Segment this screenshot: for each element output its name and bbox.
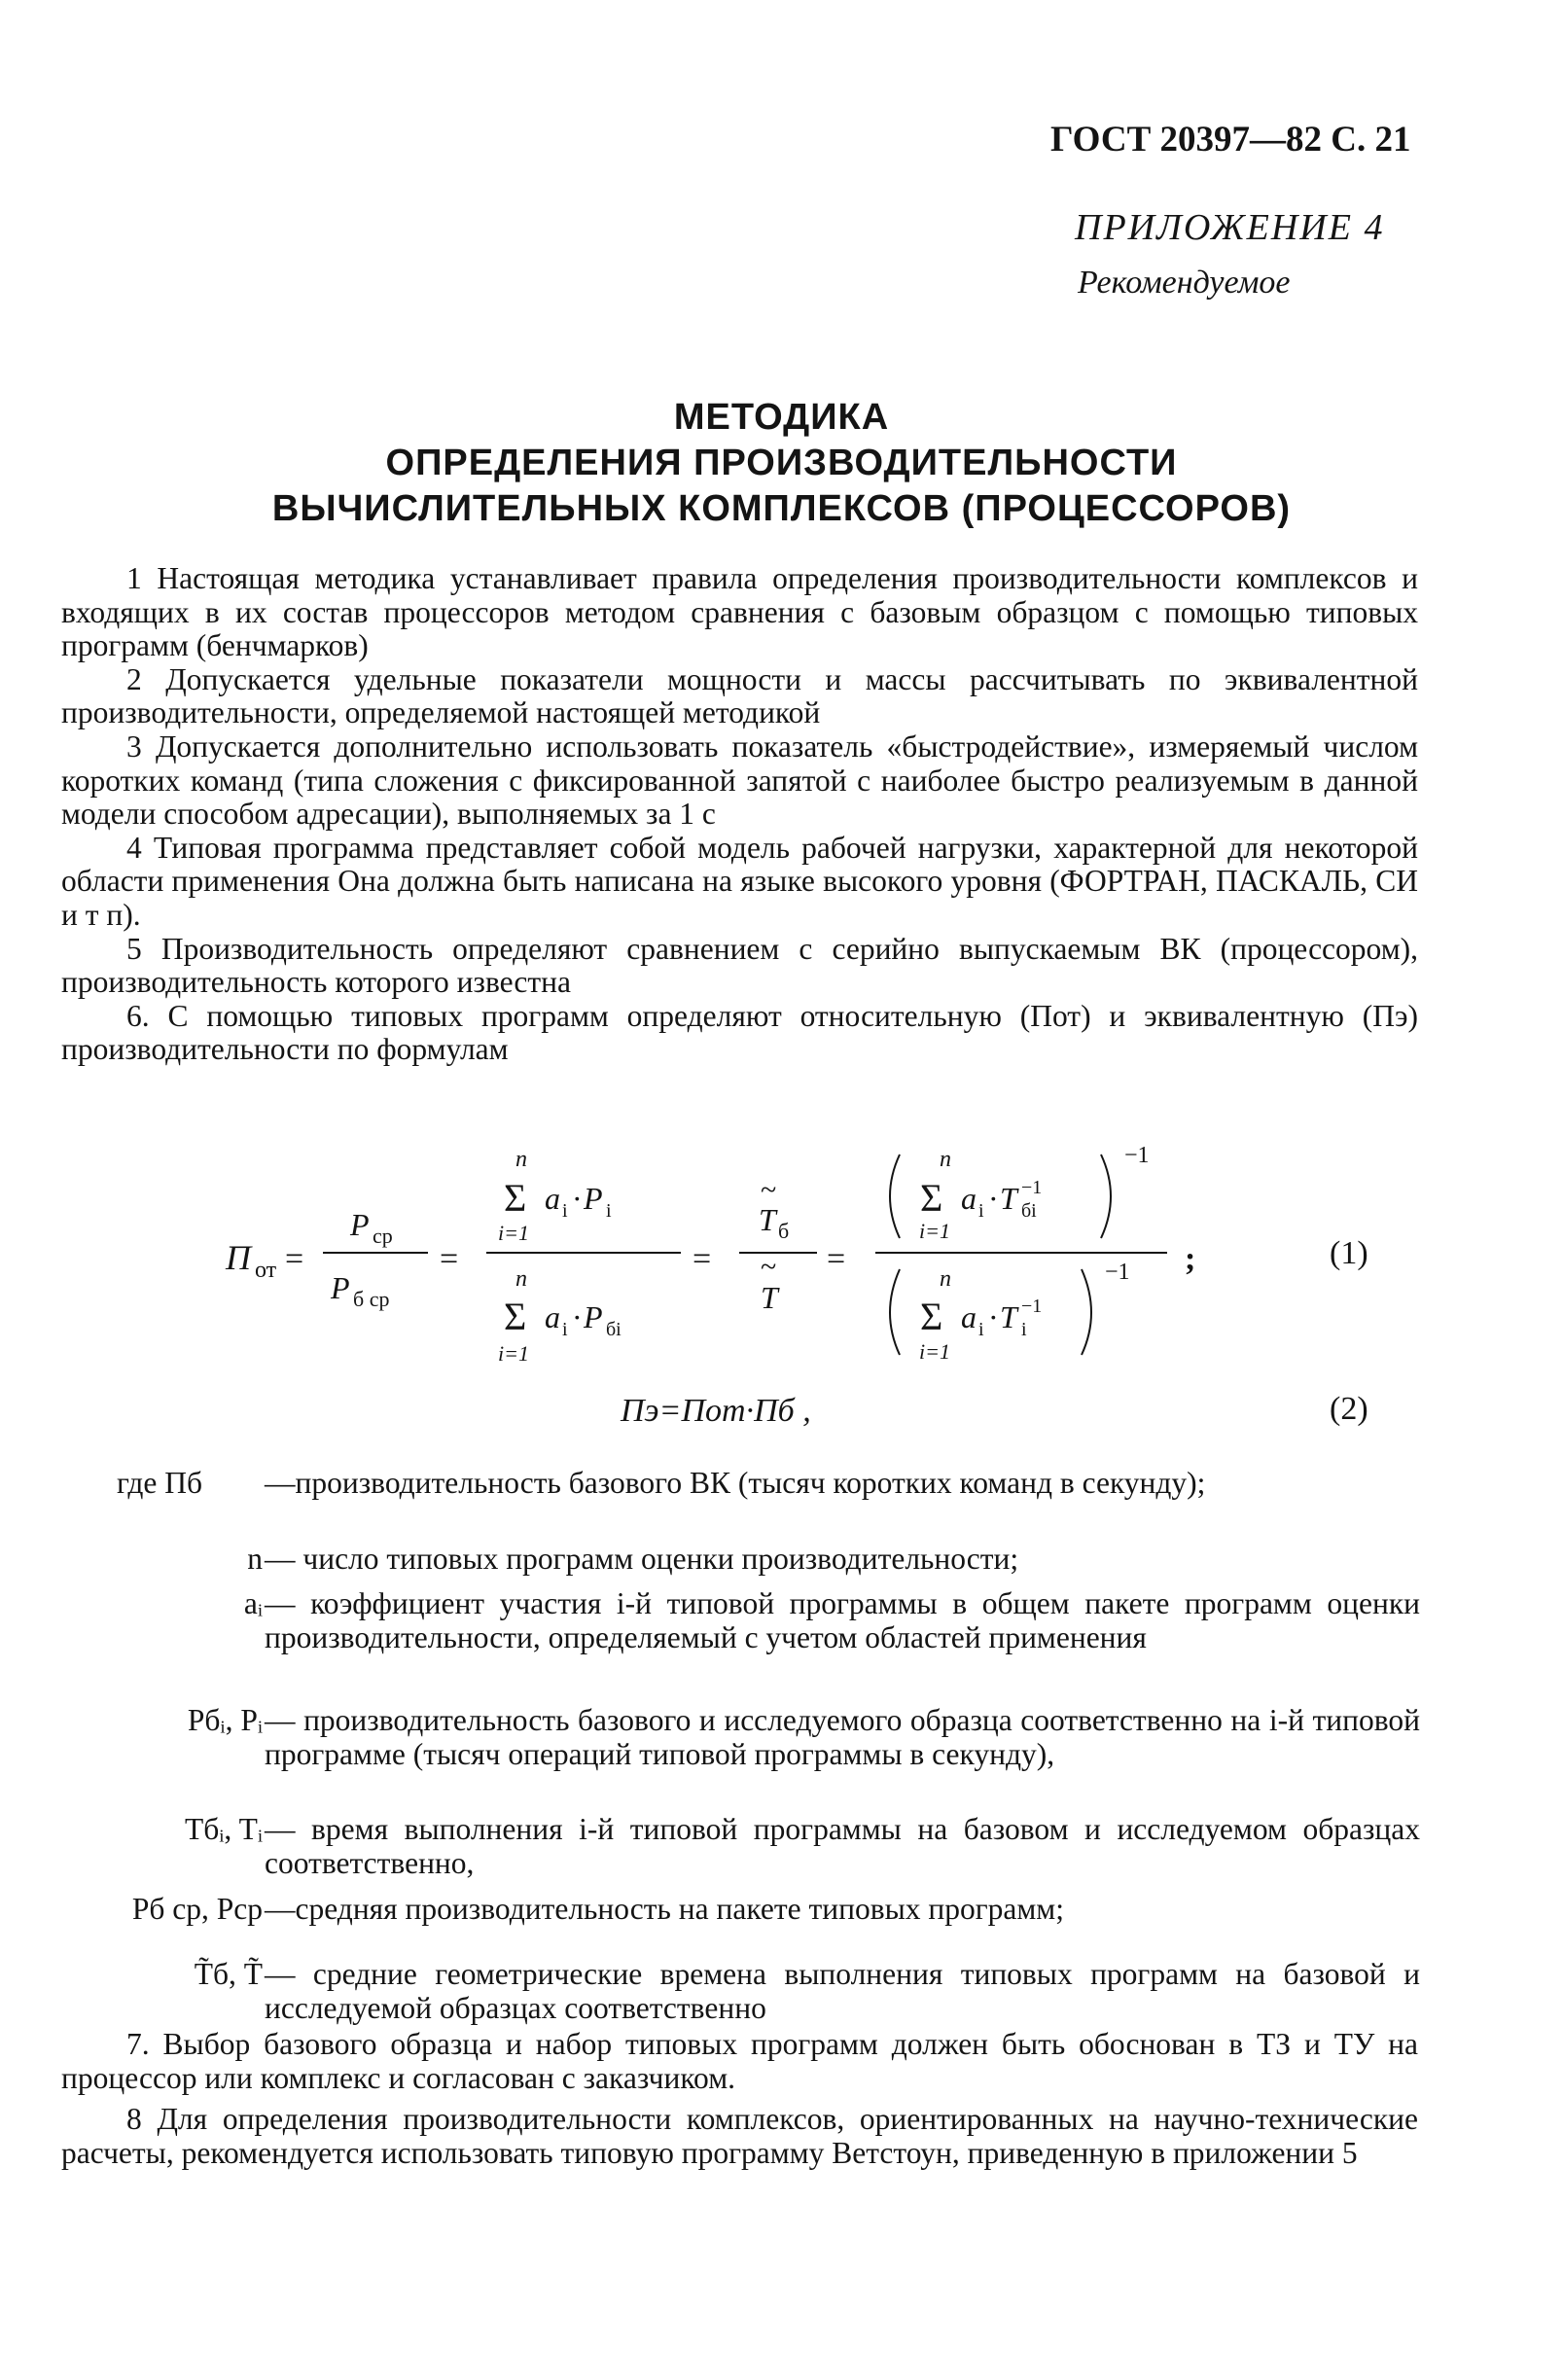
f1-sum3-a: a [961, 1181, 977, 1216]
f1-sum3-sigma: Σ [920, 1176, 943, 1220]
f1-frac1-num: P [350, 1207, 370, 1242]
f1-sum3-bottom: i=1 [919, 1219, 950, 1243]
definition-symbol: Tбᵢ, Tᵢ [185, 1812, 263, 1846]
f1-tb: T [759, 1202, 776, 1237]
definition-symbol: aᵢ [243, 1586, 263, 1620]
body-text [61, 562, 1418, 1067]
f1-semicolon: ; [1185, 1241, 1196, 1277]
f1-frac1-den-sub: б ср [353, 1287, 390, 1311]
f1-sum2-P-sub: бi [606, 1319, 622, 1340]
paragraph-7: 7. Выбор базового образца и набор типовых программ должен быть обоснован в ТЗ и ТУ на процессор или комплекс и согласован с заказчиком. [61, 2027, 1418, 2095]
f1-paren-exp-2: −1 [1105, 1260, 1130, 1285]
definition-symbol: n [247, 1542, 263, 1576]
definition-text: — время выполнения i-й типовой программы на базовом и исследуемом образцах соответственно, [265, 1812, 1420, 1880]
f1-sum4-bottom: i=1 [919, 1339, 950, 1364]
f1-eq-4: = [827, 1241, 846, 1277]
f1-sum4-sigma: Σ [920, 1295, 943, 1338]
f1-paren-open-1 [890, 1154, 900, 1238]
f1-sum3-T: T [1000, 1181, 1017, 1216]
f1-sum2-sigma: Σ [504, 1295, 527, 1338]
f1-sum2-dot: · [572, 1299, 583, 1334]
f1-sum3-T-sub: бi [1021, 1200, 1037, 1222]
f1-sum4-T-exp: −1 [1021, 1296, 1043, 1317]
paragraph-4: 4 Типовая программа представляет собой модель рабочей нагрузки, характерной для некоторой области применения Она должна быть написана на языке высокого уровня (ФОРТРАН, ПАСКАЛЬ, СИ и т п). [61, 830, 1418, 932]
f1-eq-2: = [440, 1241, 459, 1277]
f1-sum4-a: a [961, 1299, 977, 1334]
definition-symbol: T̃б, T̃ [194, 1957, 263, 1991]
definition-symbol: где Пб [117, 1466, 203, 1500]
f1-sum1-a-sub: i [562, 1200, 568, 1222]
f1-sum3-T-exp: −1 [1021, 1177, 1043, 1198]
definition-text: — производительность базового и исследуемого образца соответственно на i-й типовой программе (тысяч операций типовой программы в секунду), [265, 1703, 1420, 1771]
f1-tb-sub: б [778, 1219, 790, 1243]
appendix-title: ПРИЛОЖЕНИЕ 4 [1075, 207, 1385, 248]
document-title-line-3: ВЫЧИСЛИТЕЛЬНЫХ КОМПЛЕКСОВ (ПРОЦЕССОРОВ) [271, 488, 1292, 529]
f1-sum4-dot: · [988, 1299, 999, 1334]
f1-eq-3: = [693, 1241, 712, 1277]
document-title-line-2: ОПРЕДЕЛЕНИЯ ПРОИЗВОДИТЕЛЬНОСТИ [385, 443, 1178, 483]
f1-frac1-num-sub: ср [373, 1224, 393, 1248]
f1-sum2-a-sub: i [562, 1319, 568, 1340]
f1-sum4-T-sub: i [1021, 1319, 1027, 1340]
f1-sum4-a-sub: i [978, 1319, 984, 1340]
f1-sum1-dot: · [572, 1181, 583, 1216]
paragraph-5: 5 Производительность определяют сравнением с серийно выпускаемым ВК (процессором), производительность которого известна [61, 931, 1418, 1000]
f1-sum1-top: n [515, 1147, 527, 1172]
paragraph-8: 8 Для определения производительности комплексов, ориентированных на научно-технические расчеты, рекомендуется использовать типовую программу Ветстоун, приведенную в приложении 5 [61, 2102, 1418, 2170]
f1-sum3-a-sub: i [978, 1200, 984, 1222]
f1-sum1-a: a [545, 1181, 560, 1216]
page-header: ГОСТ 20397—82 С. 21 [1050, 120, 1411, 160]
formula-2-number: (2) [1330, 1391, 1368, 1427]
f1-tilde-2: ~ [761, 1251, 777, 1283]
definition-text: — средние геометрические времена выполнения типовых программ на базовой и исследуемой образцах соответственно [265, 1957, 1420, 2025]
formula-2: Пэ=Пот·Пб , [621, 1393, 811, 1429]
paragraph-1: 1 Настоящая методика устанавливает правила определения производительности комплексов и входящих в их состав процессоров методом сравнения с базовым образцом с помощью типовых программ (бенчмарков) [61, 561, 1418, 663]
paragraph-3: 3 Допускается дополнительно использовать показатель «быстродействие», измеряемый числом коротких команд (типа сложения с фиксированной запятой с наиболее быстро реализуемым в данной модели способом адресации), выполняемых за 1 с [61, 728, 1418, 832]
paragraph-6: 6. С помощью типовых программ определяют относительную (Пот) и эквивалентную (Пэ) производительности по формулам [61, 998, 1418, 1067]
definition-text: — коэффициент участия i-й типовой программы в общем пакете программ оценки производительности, определяемый с учетом областей применения [265, 1586, 1420, 1654]
f1-sum4-T: T [1000, 1299, 1017, 1334]
formula-1 [0, 1133, 1563, 1386]
f1-paren-close-2 [1082, 1269, 1091, 1355]
f1-eq-1: = [285, 1241, 304, 1277]
definition-text: —производительность базового ВК (тысяч коротких команд в секунду); [265, 1466, 1206, 1500]
formula-1-number: (1) [1330, 1235, 1368, 1271]
appendix-status: Рекомендуемое [1078, 265, 1291, 301]
f1-sum3-top: n [940, 1147, 951, 1172]
f1-paren-close-1 [1101, 1154, 1111, 1238]
f1-sum2-bottom: i=1 [498, 1341, 529, 1366]
f1-sum4-top: n [940, 1266, 951, 1292]
f1-lhs-sub: от [255, 1258, 277, 1283]
document-title-line-1: МЕТОДИКА [673, 397, 890, 438]
definition-text: —средняя производительность на пакете типовых программ; [265, 1892, 1064, 1926]
f1-sum3-dot: · [988, 1181, 999, 1216]
f1-frac1-den: P [331, 1270, 350, 1305]
f1-sum1-P-sub: i [606, 1200, 612, 1222]
f1-sum2-P: P [584, 1299, 603, 1334]
f1-sum1-sigma: Σ [504, 1176, 527, 1220]
f1-t: T [761, 1280, 778, 1315]
f1-lhs: П [226, 1238, 251, 1277]
paragraph-2: 2 Допускается удельные показатели мощности и массы рассчитывать по эквивалентной производительности, определяемой настоящей методикой [61, 661, 1418, 730]
f1-tilde-1: ~ [761, 1174, 777, 1206]
f1-sum1-P: P [584, 1181, 603, 1216]
f1-sum2-top: n [515, 1266, 527, 1292]
f1-paren-exp-1: −1 [1124, 1143, 1150, 1168]
definition-symbol: Pбᵢ, Pᵢ [187, 1703, 263, 1737]
f1-sum2-a: a [545, 1299, 560, 1334]
closing-text [61, 2028, 1418, 2178]
definition-text: — число типовых программ оценки производительности; [265, 1542, 1019, 1576]
f1-sum1-bottom: i=1 [498, 1221, 529, 1245]
f1-paren-open-2 [890, 1269, 900, 1355]
definition-symbol: Pб ср, Pср [131, 1892, 263, 1926]
